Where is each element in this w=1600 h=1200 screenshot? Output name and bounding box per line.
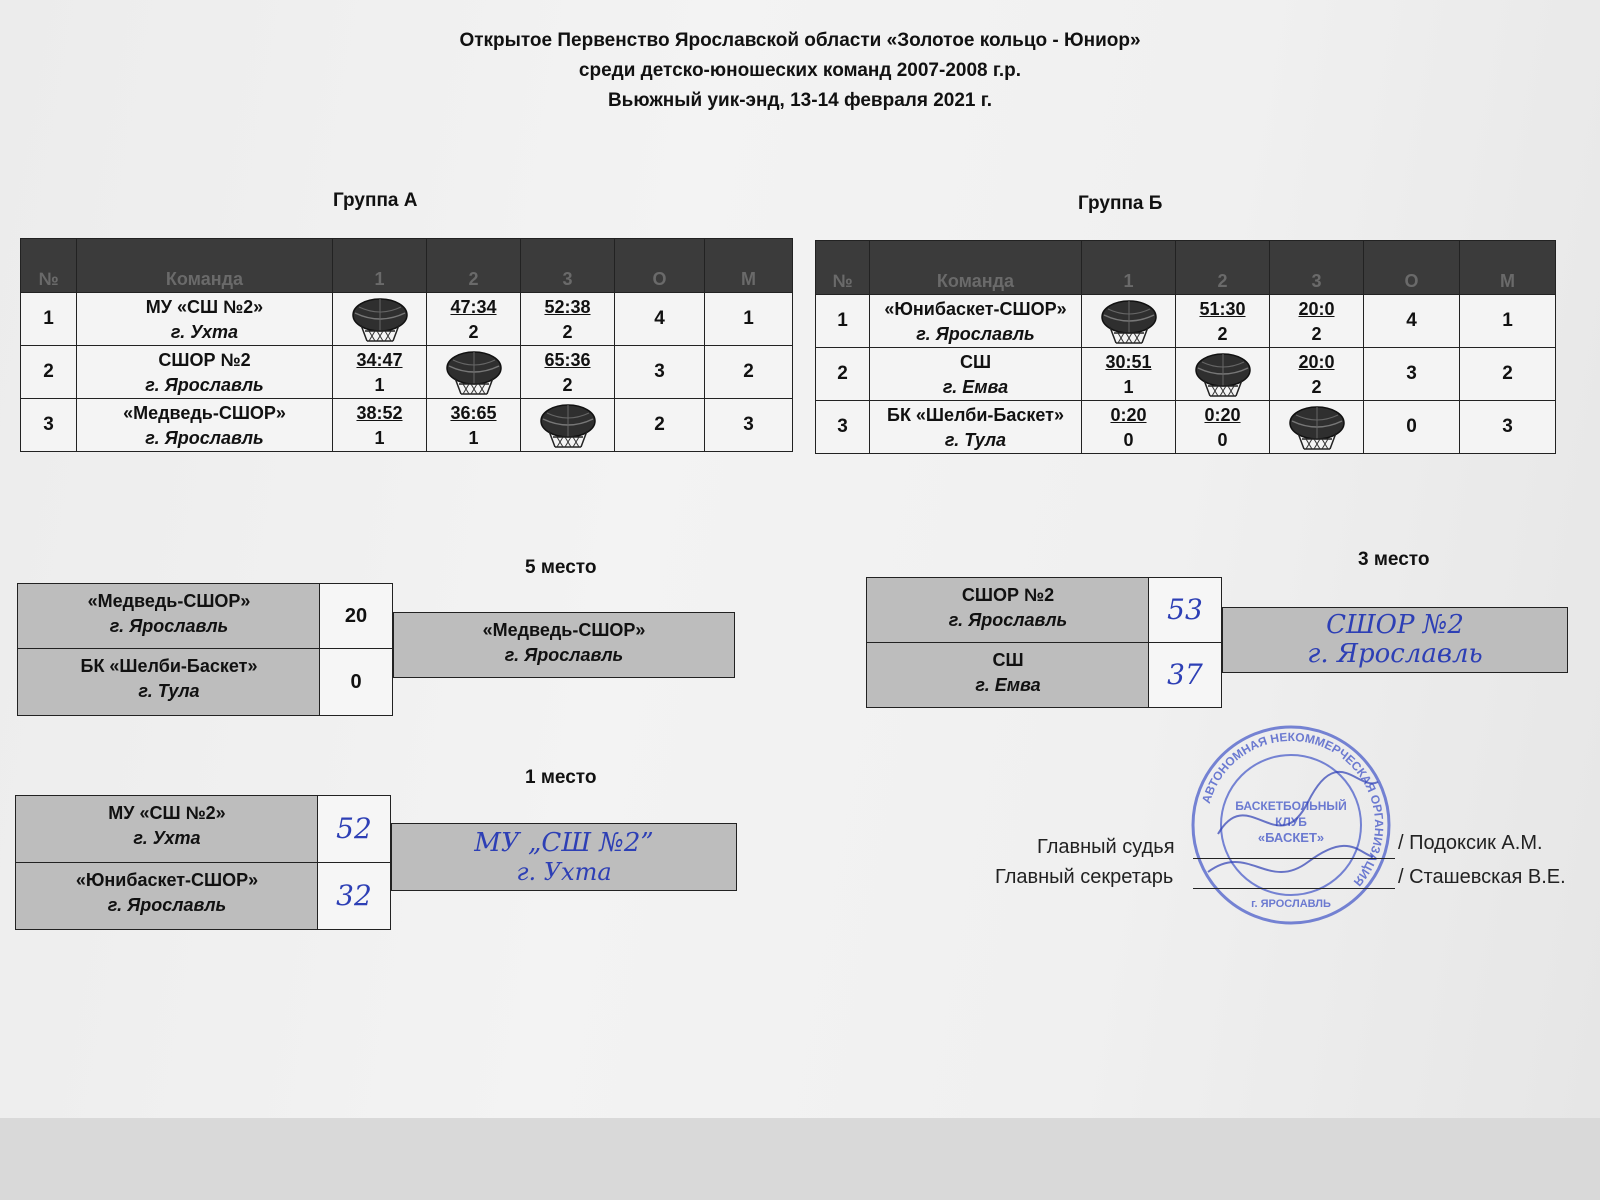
- table-header: [816, 241, 1556, 295]
- points-cell: [1364, 348, 1460, 401]
- group-b-table: [815, 240, 1556, 454]
- row-number: [816, 295, 870, 348]
- team-city: г. Тула: [944, 430, 1007, 450]
- team-name: «Юнибаскет-СШОР»: [75, 870, 259, 890]
- place-cell: [1460, 401, 1556, 454]
- place-cell: [1460, 348, 1556, 401]
- table-header: [21, 239, 793, 293]
- final-place: 1: [743, 308, 754, 329]
- title-line-3: Вьюжный уик-энд, 13-14 февраля 2021 г.: [607, 90, 993, 111]
- handwritten-city: г. Ухта: [516, 858, 612, 886]
- secretary-label: Главный секретарь: [995, 866, 1174, 888]
- team-cell: [77, 399, 333, 452]
- self-match-cell: [1082, 295, 1176, 348]
- total-points: 4: [654, 308, 665, 329]
- place-cell: [1460, 295, 1556, 348]
- handwritten-score: 32: [336, 879, 372, 912]
- place1-title: 1 место: [525, 767, 597, 788]
- row-number-text: 2: [837, 363, 848, 384]
- final-place: 3: [743, 414, 754, 435]
- place5-team2: [17, 648, 321, 716]
- place1-score1: [317, 795, 391, 863]
- match-points: 2: [562, 322, 573, 342]
- row-number-text: 2: [43, 361, 54, 382]
- title-line-1: Открытое Первенство Ярославской области «Золотое кольцо - Юниор»: [459, 30, 1141, 51]
- self-match-cell: [427, 346, 521, 399]
- result-cell: [1082, 348, 1176, 401]
- stamp-center-1: БАСКЕТБОЛЬНЫЙ: [1235, 799, 1347, 813]
- result-cell: [521, 293, 615, 346]
- match-score: 20:0: [1298, 299, 1335, 319]
- row-number: [21, 293, 77, 346]
- handwritten-score: 53: [1167, 593, 1203, 626]
- match-score: 20:0: [1298, 352, 1335, 372]
- match-points: 2: [468, 322, 479, 342]
- points-cell: [615, 346, 705, 399]
- place1-team1: [15, 795, 319, 863]
- table-row: [21, 293, 793, 346]
- stamp-center-3: «БАСКЕТ»: [1257, 830, 1325, 845]
- handwritten-score: 37: [1167, 658, 1203, 691]
- final-place: 1: [1502, 310, 1513, 331]
- match-points: 0: [1123, 430, 1134, 450]
- group-a-label: Группа А: [333, 190, 418, 211]
- result-cell: [427, 399, 521, 452]
- place5-score2: 0: [319, 648, 393, 716]
- match-score: 38:52: [356, 403, 403, 423]
- place3-team1: [866, 577, 1150, 643]
- self-match-cell: [1270, 401, 1364, 454]
- place5-title: 5 место: [525, 557, 597, 578]
- result-cell: [521, 346, 615, 399]
- row-number: [21, 346, 77, 399]
- col-team: Команда: [870, 241, 1082, 295]
- col-1: 1: [333, 239, 427, 293]
- team-name: СШОР №2: [158, 350, 251, 370]
- row-number-text: 3: [837, 416, 848, 437]
- team-cell: [870, 348, 1082, 401]
- team-city: г. Ярославль: [145, 375, 264, 395]
- team-name: БК «Шелби-Баскет»: [887, 405, 1064, 425]
- table-row: [816, 348, 1556, 401]
- team-city: г. Ухта: [170, 322, 239, 342]
- organization-stamp: [1188, 722, 1394, 928]
- team-cell: [77, 346, 333, 399]
- match-score: 47:34: [450, 297, 497, 317]
- handwritten-city: г. Ярославль: [1307, 639, 1483, 669]
- match-score: 65:36: [544, 350, 591, 370]
- place3-score1: [1148, 577, 1222, 643]
- handwritten-team: МУ „СШ №2”: [474, 828, 654, 858]
- judge-label: Главный судья: [1037, 836, 1175, 858]
- basketball-icon: [537, 401, 599, 449]
- result-cell: [1270, 348, 1364, 401]
- col-place: М: [1460, 241, 1556, 295]
- total-points: 3: [1406, 363, 1417, 384]
- team-city: г. Емва: [975, 675, 1041, 695]
- place5-score1: 20: [319, 583, 393, 649]
- team-city: г. Ярославль: [145, 428, 264, 448]
- col-points: О: [615, 239, 705, 293]
- match-points: 2: [1311, 377, 1322, 397]
- place1-score2: [317, 862, 391, 930]
- match-score: 34:47: [356, 350, 403, 370]
- col-team: Команда: [77, 239, 333, 293]
- final-place: 2: [743, 361, 754, 382]
- total-points: 2: [654, 414, 665, 435]
- place-cell: [705, 293, 793, 346]
- match-points: 2: [562, 375, 573, 395]
- match-score: 0:20: [1110, 405, 1147, 425]
- match-points: 2: [1311, 324, 1322, 344]
- stamp-bottom: г. ЯРОСЛАВЛЬ: [1251, 898, 1331, 910]
- team-city: г. Ухта: [133, 828, 201, 848]
- total-points: 3: [654, 361, 665, 382]
- match-points: 1: [468, 428, 479, 448]
- col-2: 2: [427, 239, 521, 293]
- place1-team2: [15, 862, 319, 930]
- team-city: г. Емва: [942, 377, 1009, 397]
- team-name: МУ «СШ №2»: [145, 297, 264, 317]
- final-place: 2: [1502, 363, 1513, 384]
- points-cell: [1364, 295, 1460, 348]
- total-points: 0: [1406, 416, 1417, 437]
- team-cell: [77, 293, 333, 346]
- match-points: 0: [1217, 430, 1228, 450]
- points-cell: [615, 293, 705, 346]
- place3-winner: [1222, 607, 1568, 673]
- team-name: «Медведь-СШОР»: [123, 403, 286, 423]
- place1-winner: [391, 823, 737, 891]
- place5-team1: [17, 583, 321, 649]
- stamp-ring-text: АВТОНОМНАЯ НЕКОММЕРЧЕСКАЯ ОРГАНИЗАЦИЯ: [1199, 729, 1387, 889]
- match-score: 30:51: [1105, 352, 1152, 372]
- secretary-signature-line: [1193, 888, 1395, 889]
- result-cell: [333, 399, 427, 452]
- team-city: г. Ярославль: [107, 895, 227, 915]
- match-points: 1: [374, 428, 385, 448]
- result-cell: [1176, 295, 1270, 348]
- match-points: 1: [374, 375, 385, 395]
- col-num: №: [816, 241, 870, 295]
- place-cell: [705, 399, 793, 452]
- self-match-cell: [521, 399, 615, 452]
- row-number-text: 3: [43, 414, 54, 435]
- secretary-name: / Сташевская В.Е.: [1398, 866, 1566, 888]
- place3-team2: [866, 642, 1150, 708]
- col-2: 2: [1176, 241, 1270, 295]
- match-score: 52:38: [544, 297, 591, 317]
- row-number-text: 1: [43, 308, 54, 329]
- team-cell: [870, 401, 1082, 454]
- result-cell: [1270, 295, 1364, 348]
- team-name: БК «Шелби-Баскет»: [80, 656, 258, 676]
- row-number: [816, 401, 870, 454]
- team-city: г. Ярославль: [948, 610, 1068, 630]
- row-number-text: 1: [837, 310, 848, 331]
- group-a-table: [20, 238, 793, 452]
- col-points: О: [1364, 241, 1460, 295]
- col-num: №: [21, 239, 77, 293]
- place-cell: [705, 346, 793, 399]
- row-number: [21, 399, 77, 452]
- basketball-icon: [1098, 297, 1160, 345]
- match-score: 0:20: [1204, 405, 1241, 425]
- result-cell: [1176, 401, 1270, 454]
- col-place: М: [705, 239, 793, 293]
- team-name: «Юнибаскет-СШОР»: [884, 299, 1067, 319]
- table-row: [816, 295, 1556, 348]
- match-score: 51:30: [1199, 299, 1246, 319]
- col-3: 3: [521, 239, 615, 293]
- table-row: [21, 346, 793, 399]
- team-cell: [870, 295, 1082, 348]
- team-name: «Медведь-СШОР»: [482, 620, 646, 640]
- self-match-cell: [333, 293, 427, 346]
- basketball-icon: [1192, 350, 1254, 398]
- handwritten-score: 52: [336, 812, 372, 845]
- team-name: «Медведь-СШОР»: [87, 591, 251, 611]
- team-city: г. Ярославль: [504, 645, 624, 665]
- place3-title: 3 место: [1358, 549, 1430, 570]
- result-cell: [333, 346, 427, 399]
- place3-score2: [1148, 642, 1222, 708]
- points-cell: [1364, 401, 1460, 454]
- title-line-2: среди детско-юношеских команд 2007-2008 г.р.: [578, 60, 1022, 81]
- table-row: [21, 399, 793, 452]
- team-city: г. Тула: [138, 681, 200, 701]
- team-city: г. Ярославль: [109, 616, 229, 636]
- judge-name: / Подоксик А.М.: [1398, 832, 1543, 854]
- team-name: МУ «СШ №2»: [108, 803, 226, 823]
- place5-winner: [393, 612, 735, 678]
- basketball-icon: [349, 295, 411, 343]
- group-b-label: Группа Б: [1078, 193, 1163, 214]
- team-name: СШ: [992, 650, 1024, 670]
- result-cell: [1082, 401, 1176, 454]
- row-number: [816, 348, 870, 401]
- match-points: 1: [1123, 377, 1134, 397]
- basketball-icon: [443, 348, 505, 396]
- total-points: 4: [1406, 310, 1417, 331]
- points-cell: [615, 399, 705, 452]
- team-city: г. Ярославль: [916, 324, 1035, 344]
- col-3: 3: [1270, 241, 1364, 295]
- stamp-center-2: КЛУБ: [1275, 815, 1307, 829]
- final-place: 3: [1502, 416, 1513, 437]
- col-1: 1: [1082, 241, 1176, 295]
- result-cell: [427, 293, 521, 346]
- team-name: СШ: [959, 352, 992, 372]
- table-row: [816, 401, 1556, 454]
- match-score: 36:65: [450, 403, 497, 423]
- team-name: СШОР №2: [961, 585, 1055, 605]
- self-match-cell: [1176, 348, 1270, 401]
- basketball-icon: [1286, 403, 1348, 451]
- handwritten-team: СШОР №2: [1326, 610, 1464, 640]
- match-points: 2: [1217, 324, 1228, 344]
- judge-signature-line: [1193, 858, 1395, 859]
